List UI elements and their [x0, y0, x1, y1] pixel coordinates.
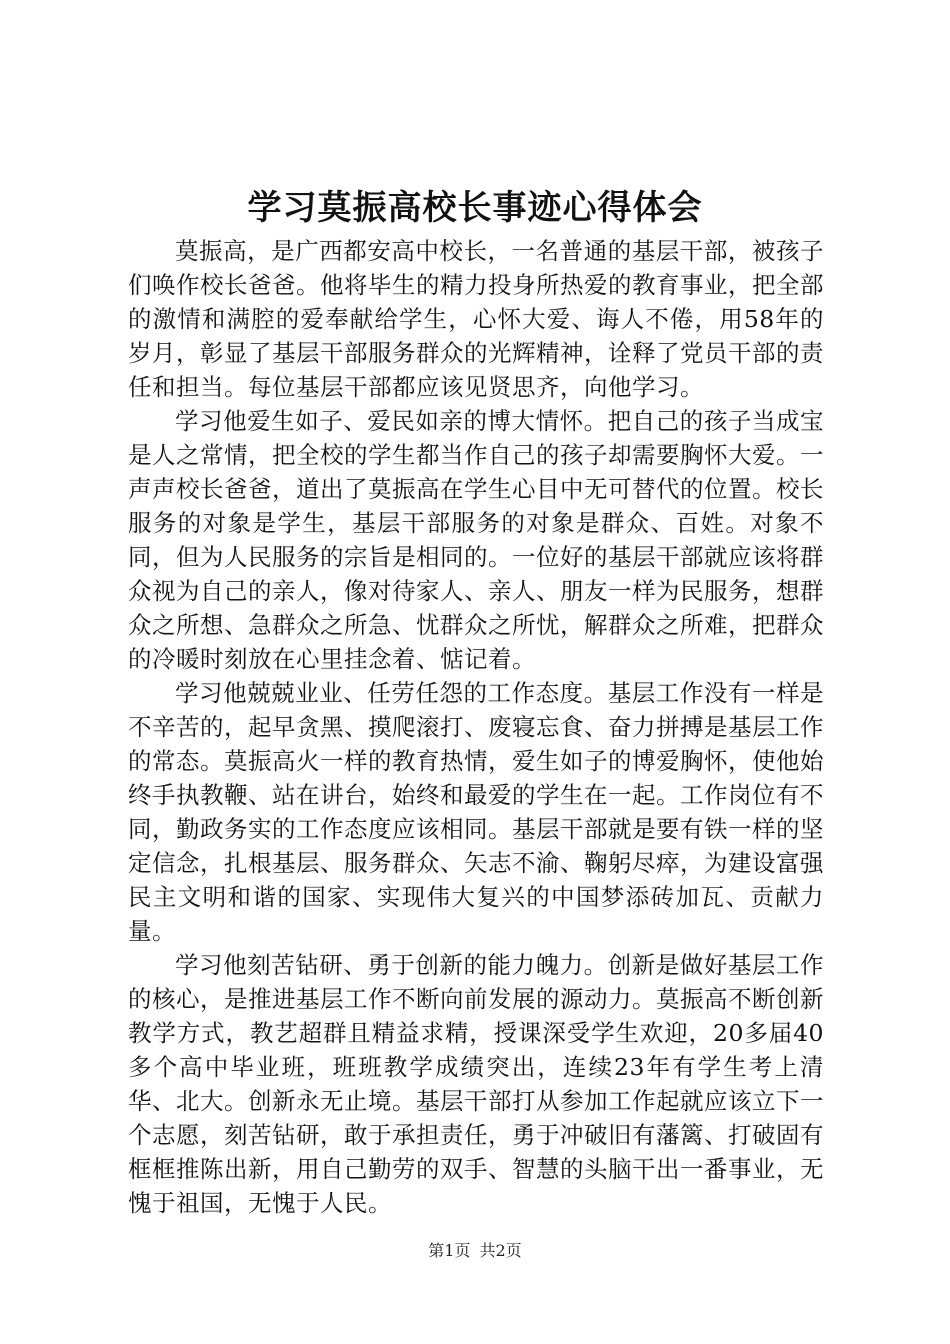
page-number-current: 第1页 [428, 1241, 471, 1260]
page-footer [0, 1240, 950, 1262]
document-body [128, 234, 824, 1220]
paragraph: 莫振高，是广西都安高中校长，一名普通的基层干部，被孩子们唤作校长爸爸。他将毕生的精力投身所热爱的教育事业，把全部的激情和满腔的爱奉献给学生，心怀大爱、诲人不倦，用58年的岁月，彰显了基层干部服务群众的光辉精神，诠释了党员干部的责任和担当。每位基层干部都应该见贤思齐，向他学习。 [128, 237, 824, 401]
paragraph: 学习他爱生如子、爱民如亲的博大情怀。把自己的孩子当成宝是人之常情，把全校的学生都当作自己的孩子却需要胸怀大爱。一声声校长爸爸，道出了莫振高在学生心目中无可替代的位置。校长服务的对象是学生，基层干部服务的对象是群众、百姓。对象不同，但为人民服务的宗旨是相同的。一位好的基层干部就应该将群众视为自己的亲人，像对待家人、亲人、朋友一样为民服务，想群众之所想、急群众之所急、忧群众之所忧，解群众之所难，把群众的冷暖时刻放在心里挂念着、惦记着。 [128, 407, 824, 673]
paragraph: 学习他刻苦钻研、勇于创新的能力魄力。创新是做好基层工作的核心，是推进基层工作不断向前发展的源动力。莫振高不断创新教学方式，教艺超群且精益求精，授课深受学生欢迎，20多届40多个高中毕业班，班班教学成绩突出，连续23年有学生考上清华、北大。创新永无止境。基层干部打从参加工作起就应该立下一个志愿，刻苦钻研，敢于承担责任，勇于冲破旧有藩篱、打破固有框框推陈出新，用自己勤劳的双手、智慧的头脑干出一番事业，无愧于祖国，无愧于人民。 [128, 951, 824, 1217]
page-number-total: 共2页 [479, 1241, 522, 1260]
paragraph: 学习他兢兢业业、任劳任怨的工作态度。基层工作没有一样是不辛苦的，起早贪黑、摸爬滚打、废寝忘食、奋力拼搏是基层工作的常态。莫振高火一样的教育热情，爱生如子的博爱胸怀，使他始终手执教鞭、站在讲台，始终和最爱的学生在一起。工作岗位有不同，勤政务实的工作态度应该相同。基层干部就是要有铁一样的坚定信念，扎根基层、服务群众、矢志不渝、鞠躬尽瘁，为建设富强民主文明和谐的国家、实现伟大复兴的中国梦添砖加瓦、贡献力量。 [128, 679, 824, 945]
document-title: 学习莫振高校长事迹心得体会 [247, 188, 703, 228]
